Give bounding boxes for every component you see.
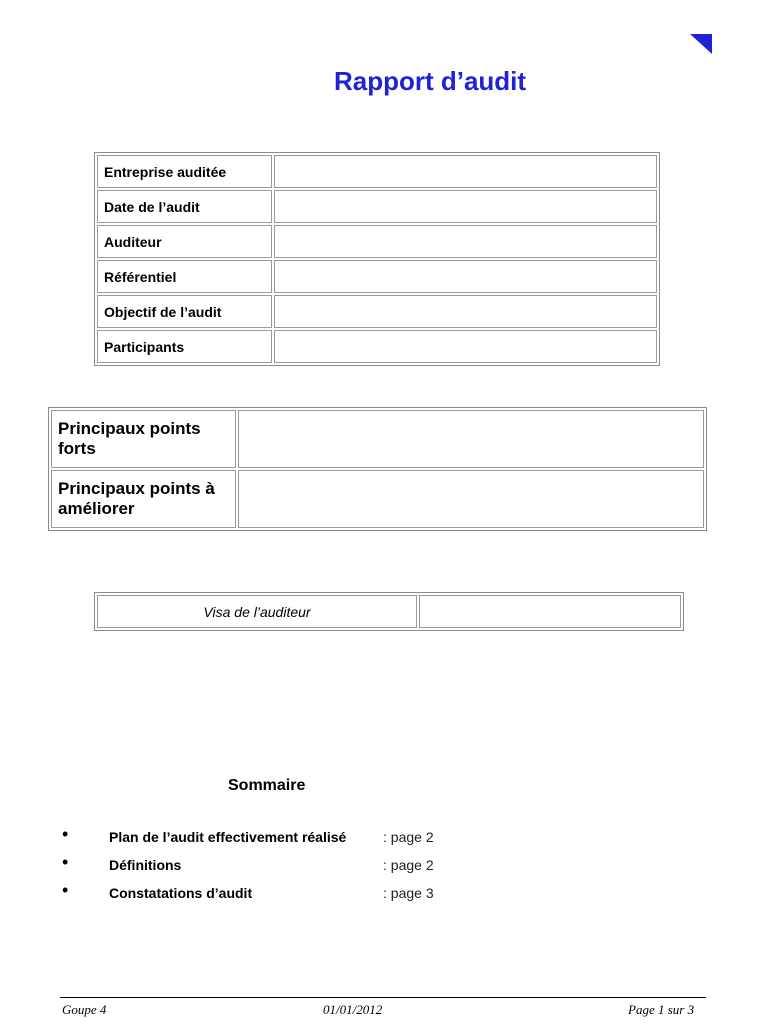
toc-item-label: Plan de l’audit effectivement réalisé [109, 829, 347, 845]
row-label: Date de l’audit [97, 190, 272, 223]
visa-label: Visa de l’auditeur [97, 595, 417, 628]
list-item [60, 882, 560, 910]
table-row [51, 470, 704, 528]
footer-divider [60, 997, 706, 998]
row-label: Principaux points forts [51, 410, 236, 468]
list-item [60, 854, 560, 882]
row-label: Auditeur [97, 225, 272, 258]
table-row [97, 595, 681, 628]
sommaire-heading: Sommaire [228, 777, 306, 794]
visa-table [94, 592, 684, 631]
toc-item-page: : page 2 [383, 857, 434, 873]
row-value-field[interactable] [274, 190, 657, 223]
table-row [97, 190, 657, 223]
toc-item-page: : page 3 [383, 885, 434, 901]
row-label: Référentiel [97, 260, 272, 293]
corner-triangle-icon [690, 34, 712, 54]
row-label: Principaux points à améliorer [51, 470, 236, 528]
row-label: Entreprise auditée [97, 155, 272, 188]
bullet-icon: • [62, 852, 69, 872]
row-value-field[interactable] [238, 410, 704, 468]
bullet-icon: • [62, 880, 69, 900]
row-value-field[interactable] [274, 225, 657, 258]
table-row [97, 225, 657, 258]
row-value-field[interactable] [274, 295, 657, 328]
toc-item-page: : page 2 [383, 829, 434, 845]
table-of-contents [60, 826, 560, 910]
table-row [51, 410, 704, 468]
table-row [97, 260, 657, 293]
key-points-table [48, 407, 707, 531]
page-title: Rapport d’audit [333, 66, 527, 96]
footer-page-number: Page 1 sur 3 [628, 1002, 695, 1017]
table-row [97, 330, 657, 363]
table-row [97, 155, 657, 188]
row-label: Participants [97, 330, 272, 363]
audit-info-table [94, 152, 660, 366]
visa-signature-field[interactable] [419, 595, 681, 628]
footer-date: 01/01/2012 [323, 1002, 383, 1017]
list-item [60, 826, 560, 854]
row-value-field[interactable] [274, 330, 657, 363]
toc-item-label: Définitions [109, 857, 182, 873]
row-value-field[interactable] [274, 260, 657, 293]
bullet-icon: • [62, 824, 69, 844]
toc-item-label: Constatations d’audit [109, 885, 253, 901]
row-label: Objectif de l’audit [97, 295, 272, 328]
row-value-field[interactable] [274, 155, 657, 188]
footer-group: Goupe 4 [62, 1002, 107, 1017]
row-value-field[interactable] [238, 470, 704, 528]
table-row [97, 295, 657, 328]
